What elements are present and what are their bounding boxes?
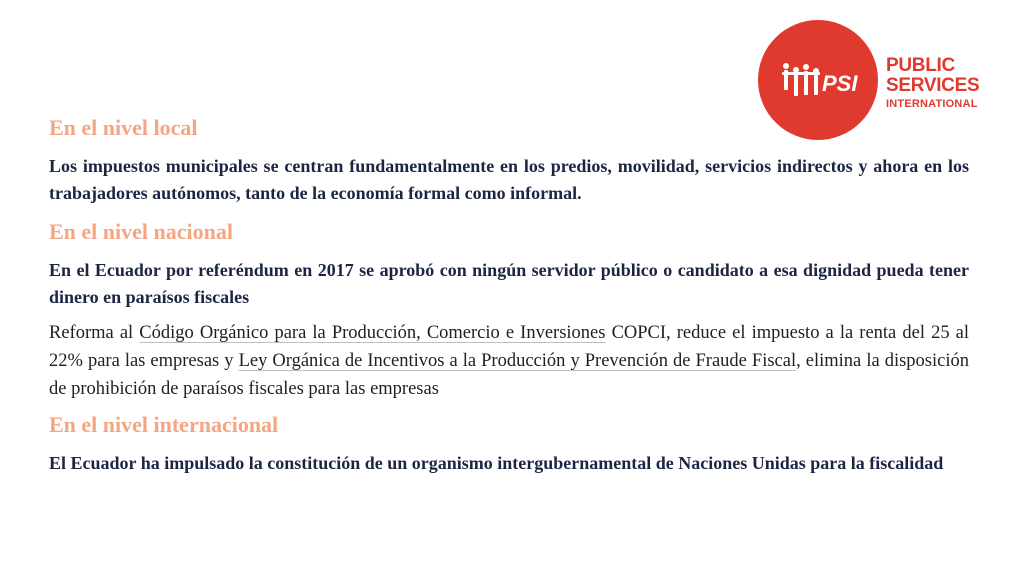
link-copci[interactable]: Código Orgánico para la Producción, Comercio e Inversiones xyxy=(139,323,606,343)
logo-abbr: PSI xyxy=(822,71,858,96)
logo-wordmark xyxy=(886,56,979,110)
slide-content xyxy=(49,113,969,484)
paragraph-nacional: En el Ecuador por referéndum en 2017 se aprobó con ningún servidor público o candidato a esa dignidad pueda tener dinero en paraísos fiscales xyxy=(49,260,969,307)
reform-text-2: COPCI, reduce el impuesto a la renta del 25 al 22% para las empresas y xyxy=(49,323,970,371)
heading-local: En el nivel local xyxy=(49,115,198,140)
reform-text-1: Reforma al xyxy=(49,323,140,343)
paragraph-local: Los impuestos municipales se centran fundamentalmente en los predios, movilidad, servicios indirectos y ahora en los trabajadores autónomos, tanto de la economía formal como informal. xyxy=(49,156,969,203)
people-figures-icon xyxy=(780,56,860,106)
heading-internacional: En el nivel internacional xyxy=(49,412,279,437)
reform-text-3: , elimina la disposición de prohibición de paraísos fiscales para las empresas xyxy=(49,351,969,399)
heading-nacional: En el nivel nacional xyxy=(49,219,233,244)
logo-line-1: PUBLIC xyxy=(886,55,955,76)
paragraph-reforma xyxy=(49,319,969,403)
logo-line-2: SERVICES xyxy=(886,75,980,96)
link-ley-organica[interactable]: Ley Orgánica de Incentivos a la Producción y Prevención de Fraude Fiscal xyxy=(238,351,797,371)
paragraph-internacional: El Ecuador ha impulsado la constitución de un organismo intergubernamental de Naciones Unidas para la fiscalidad xyxy=(49,453,944,473)
logo-line-3: INTERNATIONAL xyxy=(886,98,978,110)
